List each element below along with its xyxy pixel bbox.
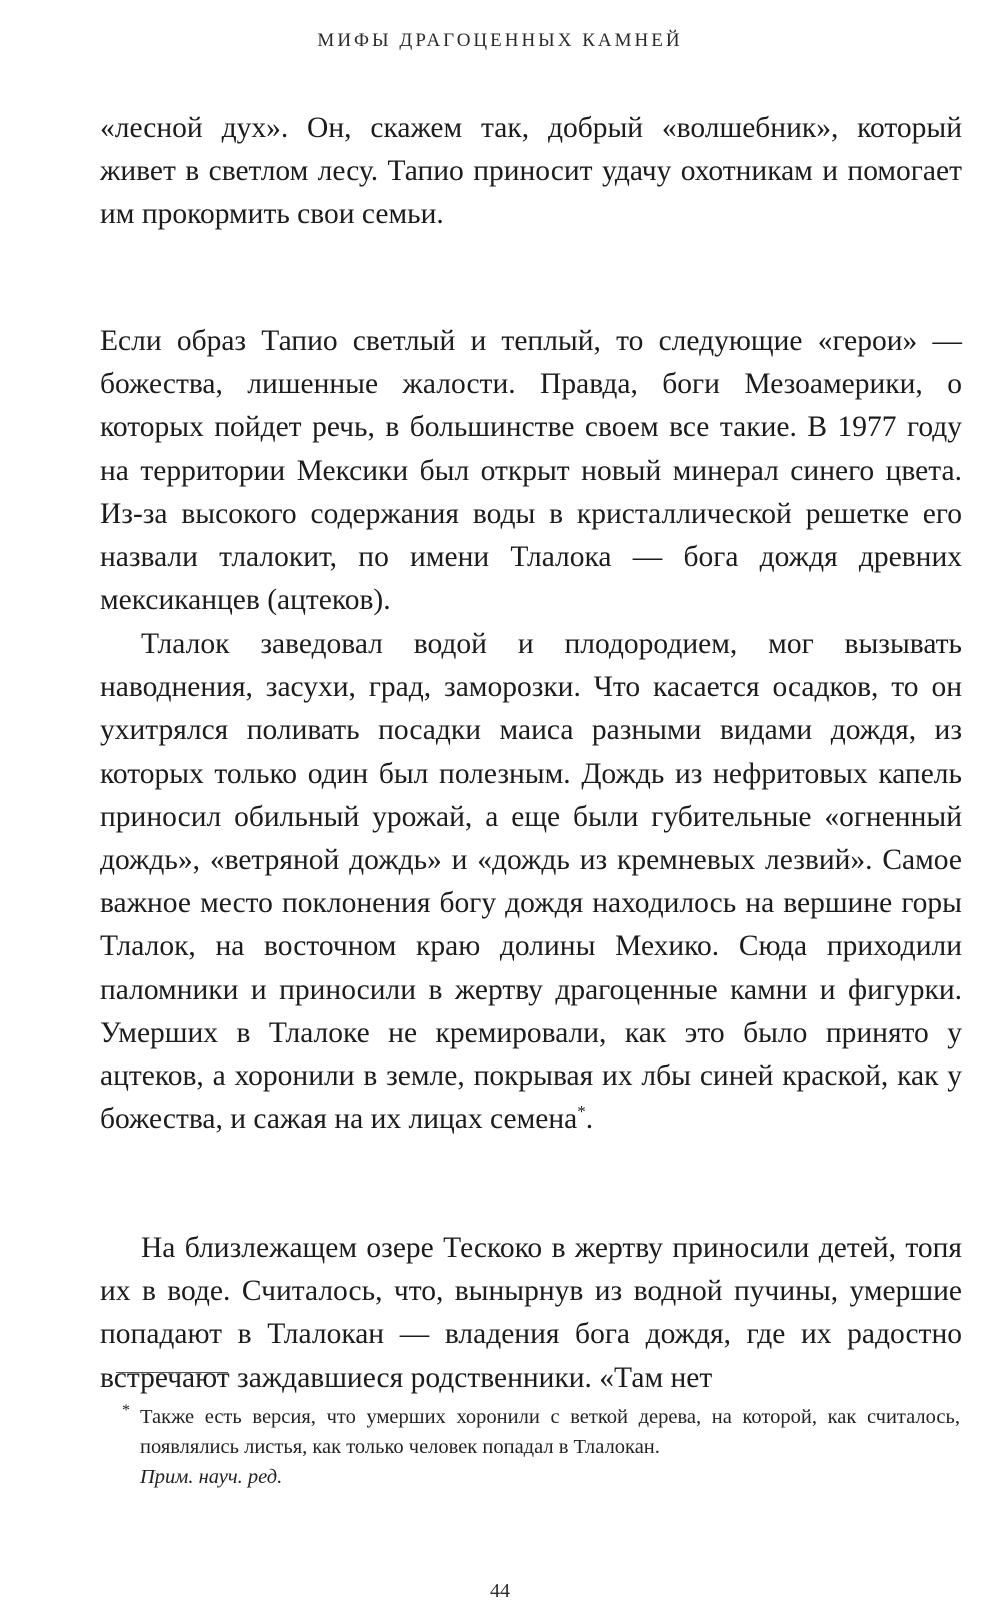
- paragraph-1: «лесной дух». Он, скажем так, добрый «волшебник», который живет в светлом лесу. Тапио приносит удачу охотникам и помогает им прокормить свои семьи.: [100, 112, 962, 231]
- paragraph-4: На близлежащем озере Тескоко в жертву приносили детей, топя их в воде. Считалось, что, вынырнув из водной пучины, умершие попадают в Тлалокан — владения бога дождя, где их радостно встречают заждавшиеся родственники. «Там нет: [100, 1232, 962, 1394]
- footnote-text: Также есть версия, что умерших хоронили с веткой дерева, на которой, как считалось, появлялись листья, как только человек попадал в Тлалокан.: [140, 1406, 960, 1458]
- footnote: [122, 1402, 960, 1492]
- running-head: МИФЫ ДРАГОЦЕННЫХ КАМНЕЙ: [317, 30, 683, 51]
- page-number: 44: [490, 1580, 510, 1602]
- paragraph-3: [100, 623, 962, 1141]
- footnote-attribution: Прим. науч. ред.: [140, 1466, 283, 1488]
- paragraph-2: Если образ Тапио светлый и теплый, то следующие «герои» — божества, лишенные жалости. Правда, боги Мезоамерики, о которых пойдет речь, в большинстве своем все такие. В 1977 году на территории Мексики был открыт новый минерал синего цвета. Из-за высокого содержания воды в кристаллической решетке его назвали тлалокит, по имени Тлалока — бога дождя древних мексиканцев (ацтеков).: [100, 325, 962, 617]
- paragraph-3-end: .: [585, 1103, 594, 1136]
- footnote-separator: [116, 1372, 228, 1373]
- footnote-reference[interactable]: *: [577, 1102, 586, 1122]
- footnote-marker: *: [122, 1402, 130, 1419]
- paragraph-3-text: Тлалок заведовал водой и плодородием, мог вызывать наводнения, засухи, град, заморозки. Что касается осадков, то он ухитрялся поливать посадки маиса разными видами дождя, из которых только один был полезным. Дождь из нефритовых капель приносил обильный урожай, а еще были губительные «огненный дождь», «ветряной дождь» и «дождь из кремневых лезвий». Самое важное место поклонения богу дождя находилось на вершине горы Тлалок, на восточном краю долины Мехико. Сюда приходили паломники и приносили в жертву драгоценные камни и фигурки. Умерших в Тлалоке не кремировали, как это было принято у ацтеков, а хоронили в земле, покрывая их лбы синей краской, как у божества, и сажая на их лицах семена: [100, 628, 962, 1136]
